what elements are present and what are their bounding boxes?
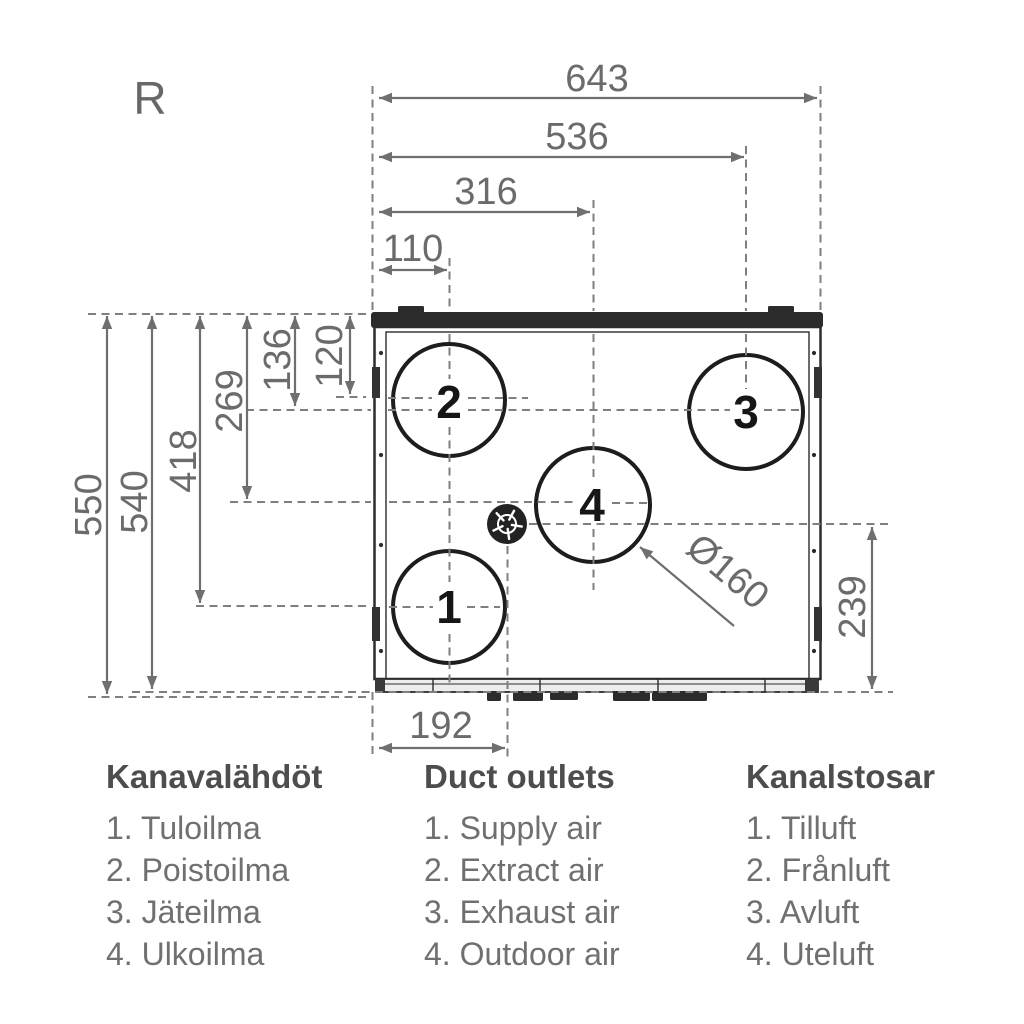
top-panel-bar bbox=[371, 312, 823, 328]
condensate-drain bbox=[487, 504, 527, 544]
legend-item: 1. Supply air bbox=[424, 810, 602, 846]
legend-item: 4. Ulkoilma bbox=[106, 936, 265, 972]
dim-duct-diameter: Ø160 bbox=[678, 525, 777, 618]
legend-item: 4. Outdoor air bbox=[424, 936, 620, 972]
legend-item: 2. Frånluft bbox=[746, 852, 891, 888]
legend-column-swedish bbox=[746, 757, 1024, 975]
base-end-cap-left bbox=[375, 679, 385, 692]
duct-3-label: 3 bbox=[733, 386, 759, 438]
legend-item: 2. Extract air bbox=[424, 852, 604, 888]
legend-item: 3. Avluft bbox=[746, 894, 860, 930]
dim-overall-depth: 550 bbox=[68, 473, 110, 537]
top-tab-left bbox=[398, 306, 424, 313]
dim-duct1-y: 418 bbox=[163, 429, 205, 493]
duct-4-label: 4 bbox=[579, 479, 605, 531]
legend-item: 4. Uteluft bbox=[746, 936, 875, 972]
model-variant-label: R bbox=[133, 72, 167, 124]
legend-heading-english: Duct outlets bbox=[424, 758, 615, 795]
dim-duct2-y: 120 bbox=[309, 324, 351, 388]
legend-item: 3. Exhaust air bbox=[424, 894, 620, 930]
legend-item: 3. Jäteilma bbox=[106, 894, 261, 930]
base-rail bbox=[378, 679, 818, 692]
duct-1-label: 1 bbox=[436, 581, 462, 633]
dim-duct4-y: 269 bbox=[209, 369, 251, 433]
dim-duct2-x: 110 bbox=[382, 228, 444, 270]
dim-overall-width: 643 bbox=[565, 58, 629, 100]
legend-column-english bbox=[424, 757, 734, 975]
dim-drain-left: 192 bbox=[409, 705, 473, 747]
dim-drain-bottom: 239 bbox=[832, 575, 874, 639]
dim-duct3-y: 136 bbox=[257, 328, 299, 392]
base-end-cap-right bbox=[805, 679, 818, 692]
dim-duct3-x: 536 bbox=[545, 116, 609, 158]
legend-column-finnish bbox=[106, 757, 416, 975]
legend-item: 1. Tilluft bbox=[746, 810, 857, 846]
dim-body-depth: 540 bbox=[114, 470, 156, 534]
legend-heading-finnish: Kanavalähdöt bbox=[106, 758, 323, 795]
legend-heading-swedish: Kanalstosar bbox=[746, 758, 935, 795]
legend-item: 1. Tuloilma bbox=[106, 810, 261, 846]
top-tab-right bbox=[768, 306, 794, 313]
legend-item: 2. Poistoilma bbox=[106, 852, 290, 888]
duct-2-label: 2 bbox=[436, 376, 462, 428]
dim-duct4-x: 316 bbox=[454, 171, 518, 213]
